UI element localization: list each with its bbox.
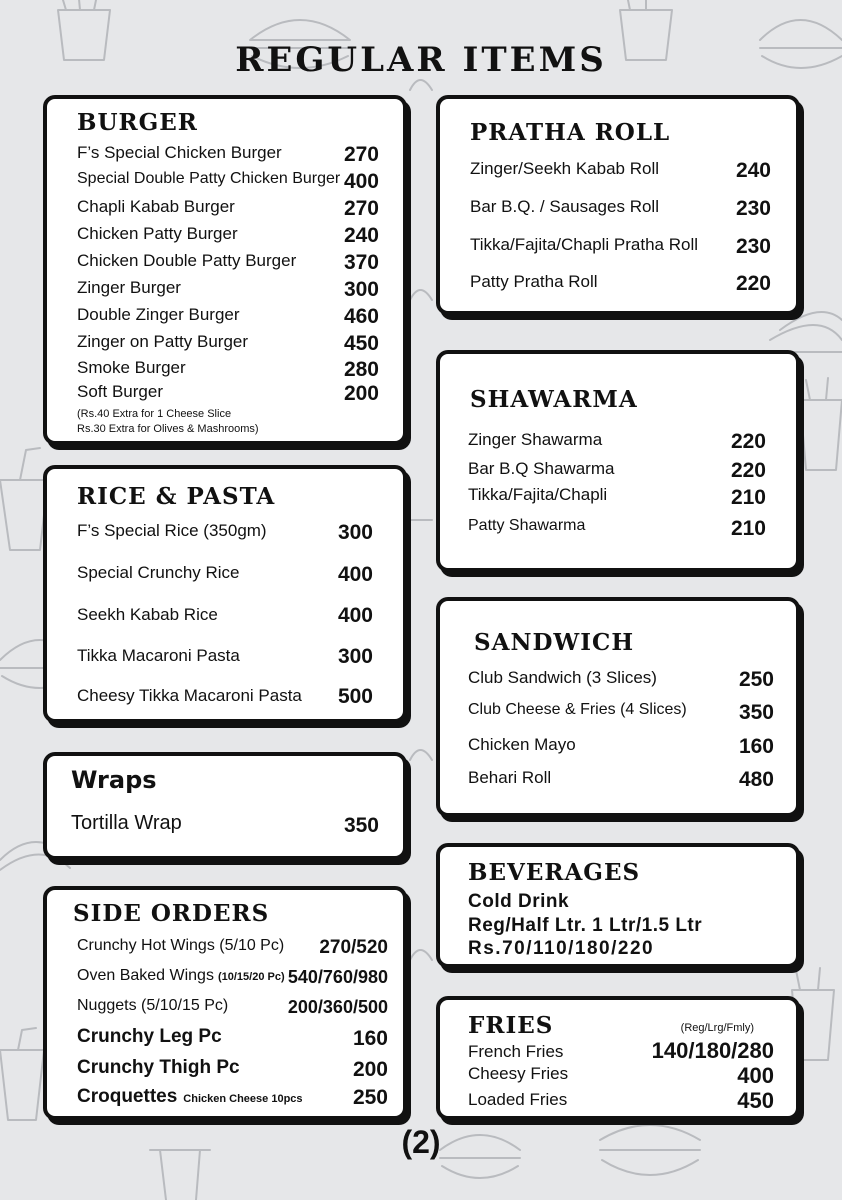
beverage-line: Rs.70/110/180/220 xyxy=(468,938,655,959)
wraps-section xyxy=(43,752,407,860)
menu-item-price: 300 xyxy=(337,521,373,544)
menu-item-price: 400 xyxy=(337,563,373,586)
menu-item-detail: Chicken Cheese 10pcs xyxy=(183,1093,303,1105)
menu-item-name: Soft Burger xyxy=(77,382,163,401)
menu-item-name: Seekh Kabab Rice xyxy=(77,605,218,624)
side-orders-section xyxy=(43,886,407,1120)
menu-item-name: Tortilla Wrap xyxy=(71,812,182,834)
menu-item-price: 350 xyxy=(738,701,774,724)
menu-item-name: Patty Shawarma xyxy=(468,517,586,534)
menu-item-price: 220 xyxy=(730,430,766,453)
menu-item-price: 270/520 xyxy=(319,937,388,958)
menu-item-name xyxy=(77,1086,303,1108)
menu-item-price: 220 xyxy=(735,272,771,295)
menu-item-name: Smoke Burger xyxy=(77,358,186,377)
menu-item-name: Special Crunchy Rice xyxy=(77,563,240,582)
fries-title: FRIES xyxy=(468,1012,554,1039)
menu-item-price: 480 xyxy=(738,768,774,791)
menu-item-price: 270 xyxy=(343,143,379,166)
menu-item-name: Bar B.Q Shawarma xyxy=(468,459,615,478)
beverages-section xyxy=(436,843,800,968)
menu-item-name: French Fries xyxy=(468,1042,564,1061)
menu-item-name: Patty Pratha Roll xyxy=(470,272,598,291)
doodle-squiggle xyxy=(410,80,432,960)
menu-item-price: 460 xyxy=(343,305,379,328)
menu-item-price: 300 xyxy=(337,645,373,668)
menu-item-price: 400 xyxy=(337,604,373,627)
fries-section xyxy=(436,996,800,1120)
fries-size-note: (Reg/Lrg/Fmly) xyxy=(680,1022,754,1034)
menu-item-price: 400 xyxy=(343,170,379,193)
menu-item-price: 220 xyxy=(730,459,766,482)
menu-item-price: 400 xyxy=(737,1063,774,1088)
beverage-line: Reg/Half Ltr. 1 Ltr/1.5 Ltr xyxy=(468,915,703,936)
hotdog-doodle xyxy=(770,312,842,352)
burger-note: Rs.30 Extra for Olives & Mashrooms) xyxy=(77,423,259,435)
menu-item-label: Oven Baked Wings xyxy=(77,967,214,984)
menu-item-name: Zinger Shawarma xyxy=(468,430,603,449)
menu-item-name: Double Zinger Burger xyxy=(77,305,240,324)
menu-item-price: 450 xyxy=(343,332,379,355)
menu-item-name: Crunchy Thigh Pc xyxy=(77,1057,240,1078)
menu-item-name: Cheesy Fries xyxy=(468,1064,569,1083)
menu-item-price: 540/760/980 xyxy=(287,967,388,987)
menu-item-name: Zinger on Patty Burger xyxy=(77,332,249,351)
shawarma-title: SHAWARMA xyxy=(470,386,638,413)
menu-item-detail: (10/15/20 Pc) xyxy=(217,971,285,983)
side-orders-title: SIDE ORDERS xyxy=(73,900,270,927)
menu-item-name: F’s Special Chicken Burger xyxy=(77,143,282,162)
fries-doodle xyxy=(800,378,842,470)
menu-item-name xyxy=(77,967,285,985)
menu-item-price: 250 xyxy=(352,1086,388,1109)
menu-item-price: 210 xyxy=(730,486,766,509)
sandwich-title: SANDWICH xyxy=(474,629,635,656)
rice-pasta-title: RICE & PASTA xyxy=(77,483,276,510)
pratha-roll-section xyxy=(436,95,800,315)
pratha-roll-title: PRATHA ROLL xyxy=(470,119,671,146)
menu-item-price: 200/360/500 xyxy=(287,997,388,1017)
beverage-line: Cold Drink xyxy=(468,891,570,912)
menu-item-name: Zinger/Seekh Kabab Roll xyxy=(470,159,660,178)
page-title: REGULAR ITEMS xyxy=(235,40,607,80)
menu-item-price: 280 xyxy=(343,358,379,381)
menu-item-price: 240 xyxy=(735,159,771,182)
burger-note: (Rs.40 Extra for 1 Cheese Slice xyxy=(77,408,232,420)
menu-item-name: Tikka Macaroni Pasta xyxy=(77,646,240,665)
menu-item-name: Loaded Fries xyxy=(468,1090,568,1109)
menu-item-name: Club Sandwich (3 Slices) xyxy=(468,668,657,687)
page-number: (2) xyxy=(401,1124,441,1160)
menu-item-name: Chicken Patty Burger xyxy=(77,224,238,243)
menu-item-price: 450 xyxy=(737,1088,774,1113)
menu-item-name: Cheesy Tikka Macaroni Pasta xyxy=(77,686,302,705)
menu-item-price: 300 xyxy=(343,278,379,301)
menu-item-price: 140/180/280 xyxy=(651,1038,774,1063)
menu-item-name: Chapli Kabab Burger xyxy=(77,197,235,216)
menu-item-name: Tikka/Fajita/Chapli Pratha Roll xyxy=(470,235,699,254)
rice-pasta-section xyxy=(43,465,407,723)
menu-item-price: 270 xyxy=(343,197,379,220)
menu-item-price: 230 xyxy=(735,197,771,220)
menu-item-price: 200 xyxy=(343,382,379,405)
menu-item-name: Special Double Patty Chicken Burger xyxy=(77,170,341,187)
menu-item-name: Behari Roll xyxy=(468,768,552,787)
menu-item-price: 240 xyxy=(343,224,379,247)
menu-item-price: 500 xyxy=(337,685,373,708)
burger-section xyxy=(43,95,407,445)
menu-item-name: Bar B.Q. / Sausages Roll xyxy=(470,197,659,216)
menu-item-label: Croquettes xyxy=(77,1086,178,1107)
menu-item-price: 200 xyxy=(352,1058,388,1081)
menu-item-price: 160 xyxy=(738,735,774,758)
menu-item-price: 160 xyxy=(352,1027,388,1050)
menu-item-name: F’s Special Rice (350gm) xyxy=(77,521,267,540)
menu-item-price: 210 xyxy=(730,517,766,540)
menu-item-price: 250 xyxy=(738,668,774,691)
menu-item-name: Nuggets (5/10/15 Pc) xyxy=(77,997,229,1014)
cup-doodle xyxy=(0,448,48,550)
menu-item-price: 350 xyxy=(343,814,379,837)
burger-title: BURGER xyxy=(77,109,198,136)
menu-item-name: Zinger Burger xyxy=(77,278,181,297)
menu-item-name: Chicken Double Patty Burger xyxy=(77,251,297,270)
menu-item-name: Chicken Mayo xyxy=(468,735,576,754)
sandwich-section xyxy=(436,597,800,817)
menu-item-name: Club Cheese & Fries (4 Slices) xyxy=(468,701,687,718)
menu-item-name: Tikka/Fajita/Chapli xyxy=(468,485,608,504)
shawarma-section xyxy=(436,350,800,572)
beverages-title: BEVERAGES xyxy=(468,859,641,886)
cup-doodle xyxy=(0,1028,44,1120)
menu-item-price: 370 xyxy=(343,251,379,274)
menu-item-name: Crunchy Hot Wings (5/10 Pc) xyxy=(77,937,285,954)
wraps-title: Wraps xyxy=(71,766,157,794)
menu-item-price: 230 xyxy=(735,235,771,258)
menu-item-name: Crunchy Leg Pc xyxy=(77,1026,222,1047)
